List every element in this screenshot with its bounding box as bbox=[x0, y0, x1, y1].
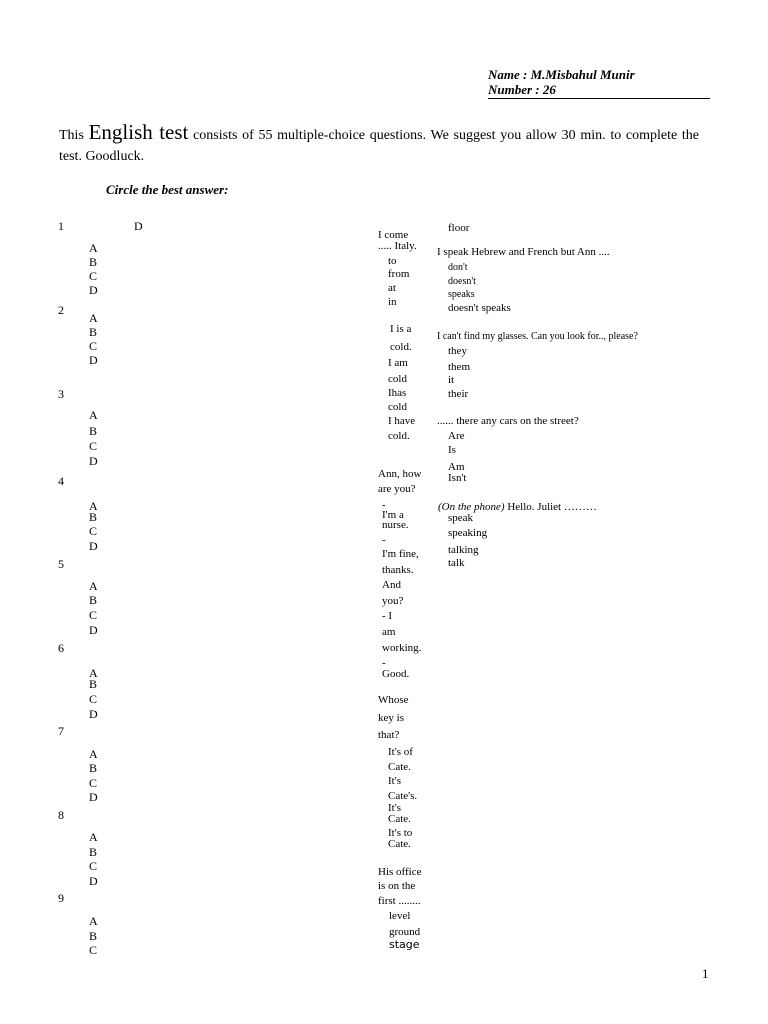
question-number: 4 bbox=[58, 474, 64, 488]
page-number: 1 bbox=[702, 966, 709, 981]
option-d[interactable]: D bbox=[89, 790, 98, 804]
question-number: 6 bbox=[58, 641, 64, 655]
mid-dash: - bbox=[382, 534, 386, 546]
question-glasses: I can't find my glasses. Can you look for.., please? bbox=[437, 331, 638, 342]
right-option[interactable]: speaks bbox=[448, 289, 475, 300]
mid-option[interactable]: stage bbox=[389, 938, 420, 951]
mid-option[interactable]: It's bbox=[388, 775, 401, 787]
option-d[interactable]: D bbox=[89, 353, 98, 367]
option-b[interactable]: B bbox=[89, 510, 98, 524]
answer-d-label: D bbox=[134, 219, 143, 233]
option-c[interactable]: C bbox=[89, 608, 98, 622]
right-option[interactable]: they bbox=[448, 345, 467, 357]
mid-option[interactable]: It's bbox=[388, 802, 401, 814]
mid-option[interactable]: Cate. bbox=[388, 761, 411, 773]
question-number: 1 bbox=[58, 219, 64, 233]
option-b[interactable]: B bbox=[89, 845, 98, 859]
question-number: 8 bbox=[58, 808, 64, 822]
right-option[interactable]: their bbox=[448, 388, 469, 400]
option-d[interactable]: D bbox=[89, 283, 98, 297]
mid-option[interactable]: Cate. bbox=[388, 838, 411, 850]
mid-option[interactable]: - I bbox=[382, 610, 393, 622]
mid-text: is on the bbox=[378, 880, 416, 892]
intro-english-test: English test bbox=[88, 120, 189, 144]
mid-text: His office bbox=[378, 866, 422, 878]
student-number: Number : 26 bbox=[488, 83, 710, 99]
option-d[interactable]: D bbox=[89, 623, 98, 637]
mid-option[interactable]: I is a bbox=[390, 323, 412, 335]
option-a[interactable]: A bbox=[89, 914, 98, 928]
intro-rest: consists of 55 multiple-choice questions. We suggest you allow 30 min. to complete the test. Goodluck. bbox=[59, 128, 700, 165]
question-number: 2 bbox=[58, 303, 64, 317]
mid-option[interactable]: working. bbox=[382, 642, 422, 654]
mid-option[interactable]: you? bbox=[382, 595, 404, 607]
mid-text: Whose bbox=[378, 694, 409, 706]
instruction: Circle the best answer: bbox=[106, 182, 229, 197]
option-c[interactable]: C bbox=[89, 692, 98, 706]
option-c[interactable]: C bbox=[89, 524, 98, 538]
mid-option[interactable]: cold bbox=[388, 401, 407, 413]
option-d[interactable]: D bbox=[89, 707, 98, 721]
phone-italic: (On the phone) bbox=[438, 501, 505, 513]
option-b[interactable]: B bbox=[89, 677, 98, 691]
mid-option[interactable]: cold bbox=[388, 373, 407, 385]
option-a[interactable]: A bbox=[89, 311, 98, 325]
mid-text: first ........ bbox=[378, 895, 421, 907]
mid-dash: - bbox=[382, 499, 386, 511]
mid-option[interactable]: I am bbox=[388, 357, 408, 369]
option-c[interactable]: C bbox=[89, 776, 98, 790]
option-a[interactable]: A bbox=[89, 830, 98, 844]
mid-option[interactable]: nurse. bbox=[382, 519, 409, 531]
right-option[interactable]: Am bbox=[448, 461, 465, 473]
mid-option[interactable]: Cate. bbox=[388, 813, 411, 825]
student-name: Name : M.Misbahul Munir bbox=[488, 67, 635, 82]
question-cars: ...... there any cars on the street? bbox=[437, 415, 579, 427]
mid-text: key is bbox=[378, 712, 404, 724]
option-c[interactable]: C bbox=[89, 269, 98, 283]
mid-option[interactable]: cold. bbox=[390, 341, 412, 353]
right-option[interactable]: it bbox=[448, 374, 455, 386]
option-a[interactable]: A bbox=[89, 241, 98, 255]
option-c[interactable]: C bbox=[89, 859, 98, 873]
mid-text: Ann, how bbox=[378, 468, 422, 480]
option-a[interactable]: A bbox=[89, 666, 98, 680]
right-option[interactable]: speaking bbox=[448, 527, 488, 539]
mid-option[interactable]: thanks. bbox=[382, 564, 414, 576]
option-a[interactable]: A bbox=[89, 579, 98, 593]
right-option[interactable]: them bbox=[448, 361, 470, 373]
question-number: 9 bbox=[58, 891, 64, 905]
mid-text: ..... Italy. bbox=[378, 240, 417, 252]
right-option[interactable]: talking bbox=[448, 544, 479, 556]
option-b[interactable]: B bbox=[89, 929, 98, 943]
option-c[interactable]: C bbox=[89, 339, 98, 353]
mid-option[interactable]: It's of bbox=[388, 746, 413, 758]
mid-option[interactable]: I'm fine, bbox=[382, 548, 419, 560]
option-d[interactable]: D bbox=[89, 874, 98, 888]
right-option[interactable]: doesn't speaks bbox=[448, 302, 511, 314]
option-a[interactable]: A bbox=[89, 747, 98, 761]
option-b[interactable]: B bbox=[89, 761, 98, 775]
option-a[interactable]: A bbox=[89, 499, 98, 513]
mid-option[interactable]: am bbox=[382, 626, 396, 638]
right-option[interactable]: Is bbox=[448, 444, 456, 456]
right-option[interactable]: Isn't bbox=[448, 472, 467, 484]
question-hebrew: I speak Hebrew and French but Ann .... bbox=[437, 246, 610, 258]
option-b[interactable]: B bbox=[89, 593, 98, 607]
mid-option[interactable]: ground bbox=[389, 926, 421, 938]
mid-option[interactable]: And bbox=[382, 579, 401, 591]
mid-option[interactable]: to bbox=[388, 255, 397, 267]
right-option[interactable]: doesn't bbox=[448, 276, 476, 287]
mid-text: are you? bbox=[378, 483, 416, 495]
option-c[interactable]: C bbox=[89, 439, 98, 453]
right-option[interactable]: floor bbox=[448, 222, 470, 234]
option-b[interactable]: B bbox=[89, 424, 98, 438]
mid-option[interactable]: Ihas bbox=[388, 387, 407, 399]
question-number: 5 bbox=[58, 557, 64, 571]
option-d[interactable]: D bbox=[89, 454, 98, 468]
mid-option[interactable]: It's to bbox=[388, 827, 413, 839]
option-a[interactable]: A bbox=[89, 408, 98, 422]
right-option[interactable]: talk bbox=[448, 557, 465, 569]
mid-option[interactable]: at bbox=[388, 282, 396, 294]
right-option[interactable]: speak bbox=[448, 512, 474, 524]
mid-text: I come bbox=[378, 229, 409, 241]
mid-option[interactable]: Cate's. bbox=[388, 790, 418, 802]
right-option[interactable]: Are bbox=[448, 430, 465, 442]
right-option[interactable]: don't bbox=[448, 262, 468, 273]
option-b[interactable]: B bbox=[89, 255, 98, 269]
option-d[interactable]: D bbox=[89, 539, 98, 553]
intro-this: This bbox=[59, 128, 84, 143]
mid-dash: - bbox=[382, 657, 386, 669]
mid-option[interactable]: I'm a bbox=[382, 509, 404, 521]
phone-text: Hello. Juliet ……… bbox=[504, 501, 597, 513]
question-number: 7 bbox=[58, 724, 64, 738]
mid-option[interactable]: cold. bbox=[388, 430, 410, 442]
mid-option[interactable]: I have bbox=[388, 415, 416, 427]
option-c[interactable]: C bbox=[89, 943, 98, 957]
question-number: 3 bbox=[58, 387, 64, 401]
mid-option[interactable]: in bbox=[388, 296, 397, 308]
option-b[interactable]: B bbox=[89, 325, 98, 339]
mid-option[interactable]: from bbox=[388, 268, 410, 280]
mid-text: that? bbox=[378, 729, 400, 741]
mid-option[interactable]: Good. bbox=[382, 668, 410, 680]
intro-paragraph bbox=[59, 117, 699, 168]
mid-option[interactable]: level bbox=[389, 910, 411, 922]
